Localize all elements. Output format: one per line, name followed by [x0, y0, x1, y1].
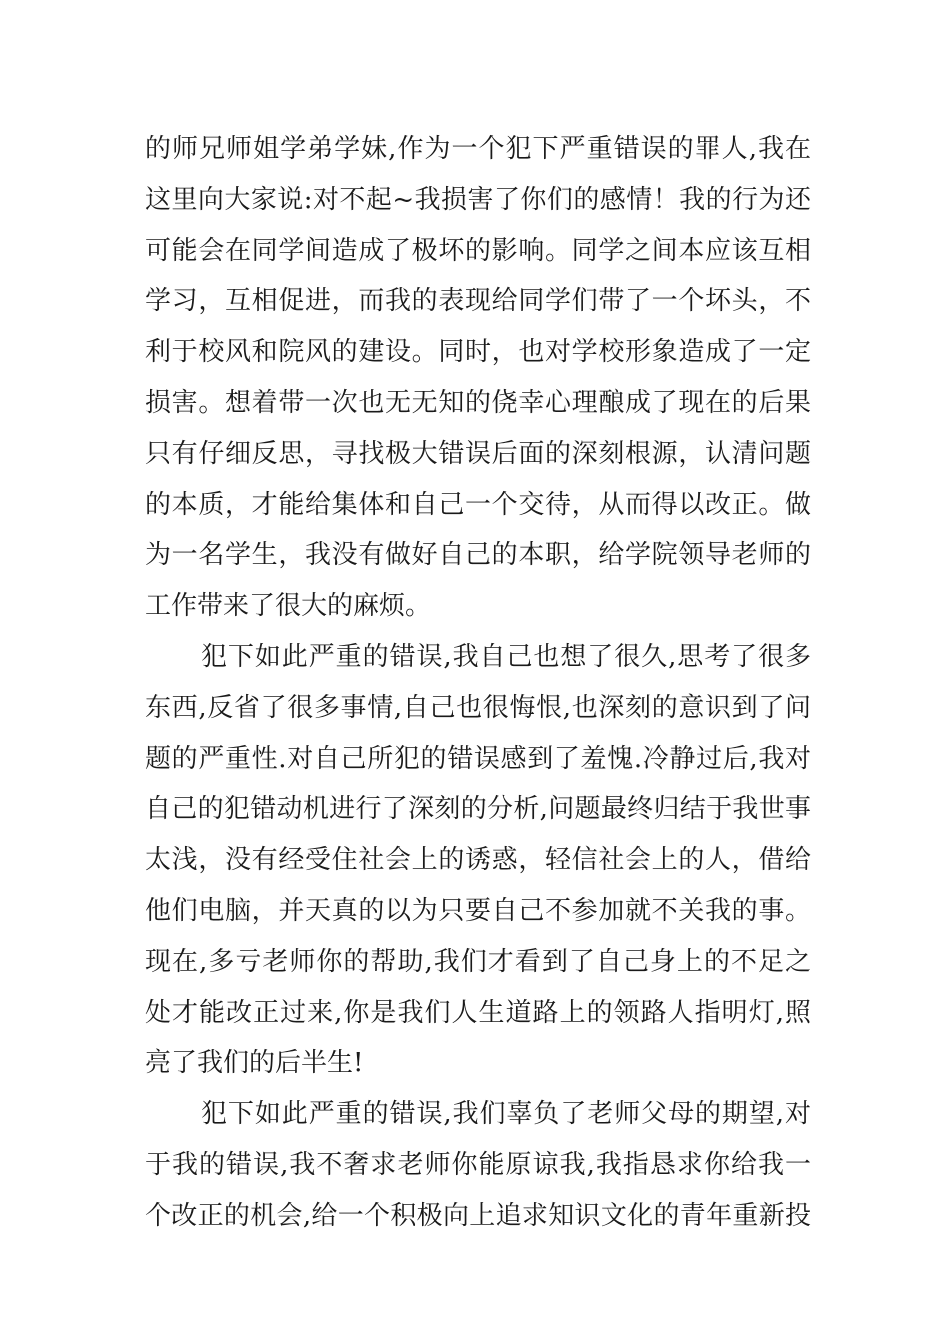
text-line: 只有仔细反思，寻找极大错误后面的深刻根源，认清问题 — [145, 438, 811, 469]
text-line: 太浅，没有经受住社会上的诱惑，轻信社会上的人，借给 — [145, 845, 811, 876]
paragraph-2 — [145, 632, 811, 1089]
text-line: 可能会在同学间造成了极坏的影响。同学之间本应该互相 — [145, 235, 811, 266]
text-line: 学习，互相促进，而我的表现给同学们带了一个坏头，不 — [145, 286, 811, 317]
paragraph-1 — [145, 124, 811, 632]
paragraph-3 — [145, 1089, 811, 1241]
text-line: 他们电脑，并天真的以为只要自己不参加就不关我的事。 — [145, 895, 811, 926]
text-line: 处才能改正过来,你是我们人生道路上的领路人指明灯,照 — [145, 997, 811, 1028]
text-line: 为一名学生，我没有做好自己的本职，给学院领导老师的 — [145, 540, 811, 571]
text-line: 自己的犯错动机进行了深刻的分析,问题最终归结于我世事 — [145, 794, 811, 825]
text-line: 现在,多亏老师你的帮助,我们才看到了自己身上的不足之 — [145, 946, 811, 977]
text-line: 个改正的机会,给一个积极向上追求知识文化的青年重新投 — [145, 1200, 811, 1231]
text-line: 利于校风和院风的建设。同时，也对学校形象造成了一定 — [145, 337, 811, 368]
text-line: 题的严重性.对自己所犯的错误感到了羞愧.冷静过后,我对 — [145, 743, 811, 774]
text-line: 东西,反省了很多事情,自己也很悔恨,也深刻的意识到了问 — [145, 692, 811, 723]
text-line: 犯下如此严重的错误,我们辜负了老师父母的期望,对 — [201, 1099, 811, 1130]
text-line: 亮了我们的后半生! — [145, 1048, 364, 1079]
text-line: 的师兄师姐学弟学妹,作为一个犯下严重错误的罪人,我在 — [145, 134, 811, 164]
text-line: 工作带来了很大的麻烦。 — [145, 591, 432, 622]
text-line: 损害。想着带一次也无无知的侥幸心理酿成了现在的后果 — [145, 387, 811, 418]
text-line: 犯下如此严重的错误,我自己也想了很久,思考了很多 — [201, 641, 811, 672]
letter-body — [145, 124, 811, 1242]
text-line: 这里向大家说:对不起~我损害了你们的感情！我的行为还 — [145, 184, 811, 215]
text-line: 于我的错误,我不奢求老师你能原谅我,我指恳求你给我一 — [145, 1149, 811, 1180]
text-line: 的本质，才能给集体和自己一个交待，从而得以改正。做 — [145, 489, 811, 520]
